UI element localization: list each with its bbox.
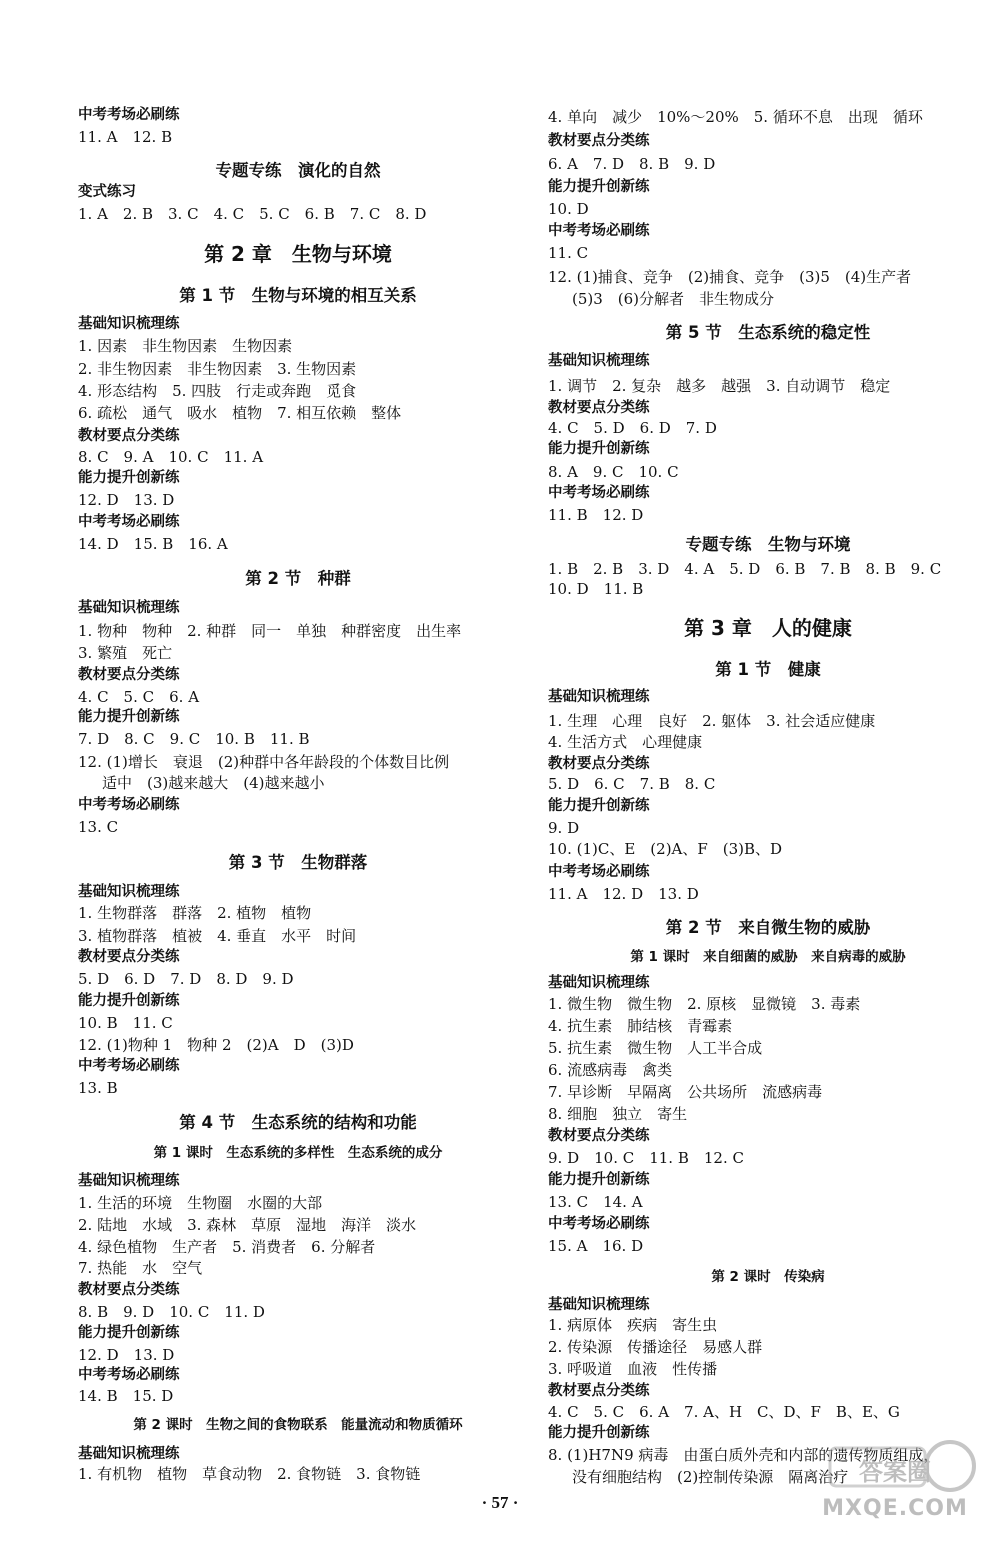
answer-line: 1. 因素 非生物因素 生物因素 (78, 337, 293, 355)
answer-line-continued: 适中 (3)越来越大 (4)越来越小 (102, 774, 325, 792)
answer-line: 13. C 14. A (548, 1193, 643, 1211)
answer-line: 1. 调节 2. 复杂 越多 越强 3. 自动调节 稳定 (548, 377, 891, 395)
exercise-category-label: 中考考场必刷练 (548, 864, 650, 880)
answer-line: 4. 生活方式 心理健康 (548, 733, 703, 751)
exercise-category-label: 教材要点分类练 (548, 400, 650, 416)
answer-line: 2. 传染源 传播途径 易感人群 (548, 1338, 763, 1356)
exercise-category-label: 教材要点分类练 (548, 1383, 650, 1399)
answer-line: 14. B 15. D (78, 1387, 174, 1405)
answer-line: 12. (1)捕食、竞争 (2)捕食、竞争 (3)5 (4)生产者 (548, 268, 912, 286)
answer-line-continued: (5)3 (6)分解者 非生物成分 (572, 290, 775, 308)
exercise-category-label: 中考考场必刷练 (78, 1058, 180, 1074)
answer-line: 1. 物种 物种 2. 种群 同一 单独 种群密度 出生率 (78, 622, 462, 640)
answer-line: 11. A 12. B (78, 128, 173, 146)
lesson-heading: 第 1 课时 来自细菌的威胁 来自病毒的威胁 (630, 949, 906, 965)
exercise-category-label: 教材要点分类练 (78, 949, 180, 965)
answer-line: 3. 呼吸道 血液 性传播 (548, 1360, 718, 1378)
answer-line: 4. 绿色植物 生产者 5. 消费者 6. 分解者 (78, 1238, 376, 1256)
answer-line-continued: 没有细胞结构 (2)控制传染源 隔离治疗 (572, 1468, 849, 1486)
answer-line: 12. D 13. D (78, 491, 175, 509)
watermark-logo (800, 1434, 990, 1534)
answer-line: 1. 病原体 疾病 寄生虫 (548, 1316, 718, 1334)
exercise-category-label: 基础知识梳理练 (548, 353, 650, 369)
exercise-category-label: 基础知识梳理练 (78, 1173, 180, 1189)
answer-line: 7. 热能 水 空气 (78, 1259, 203, 1277)
answer-line: 3. 植物群落 植被 4. 垂直 水平 时间 (78, 927, 357, 945)
answer-line: 9. D 10. C 11. B 12. C (548, 1149, 744, 1167)
answer-line: 5. D 6. D 7. D 8. D 9. D (78, 970, 294, 988)
answer-line: 1. 生理 心理 良好 2. 躯体 3. 社会适应健康 (548, 712, 876, 730)
answer-line: 4. 单向 减少 10%～20% 5. 循环不息 出现 循环 (548, 108, 923, 126)
exercise-category-label: 能力提升创新练 (548, 441, 650, 457)
answer-line: 10. (1)C、E (2)A、F (3)B、D (548, 840, 783, 858)
section-heading: 第 2 节 来自微生物的威胁 (665, 918, 871, 937)
answer-line: 10. B 11. C (78, 1014, 173, 1032)
exercise-category-label: 教材要点分类练 (78, 1282, 180, 1298)
answer-line: 3. 繁殖 死亡 (78, 644, 173, 662)
answer-line: 4. C 5. D 6. D 7. D (548, 419, 717, 437)
answer-line: 11. C (548, 244, 589, 262)
answer-line: 14. D 15. B 16. A (78, 535, 228, 553)
answer-line: 1. 生活的环境 生物圈 水圈的大部 (78, 1194, 323, 1212)
answer-line: 4. 形态结构 5. 四肢 行走或奔跑 觅食 (78, 382, 357, 400)
section-heading: 专题专练 生物与环境 (685, 535, 851, 554)
answer-line: 5. 抗生素 微生物 人工半合成 (548, 1039, 763, 1057)
chapter-heading: 第 3 章 人的健康 (684, 616, 852, 640)
section-heading: 第 4 节 生态系统的结构和功能 (179, 1113, 417, 1132)
exercise-category-label: 基础知识梳理练 (78, 600, 180, 616)
exercise-category-label: 能力提升创新练 (78, 709, 180, 725)
answer-line: 15. A 16. D (548, 1237, 644, 1255)
lesson-heading: 第 2 课时 生物之间的食物联系 能量流动和物质循环 (133, 1417, 463, 1433)
exercise-category-label: 基础知识梳理练 (548, 1297, 650, 1313)
answer-line: 13. B (78, 1079, 118, 1097)
exercise-category-label: 能力提升创新练 (548, 798, 650, 814)
answer-line: 7. D 8. C 9. C 10. B 11. B (78, 730, 310, 748)
answer-line: 1. 微生物 微生物 2. 原核 显微镜 3. 毒素 (548, 995, 861, 1013)
exercise-category-label: 中考考场必刷练 (78, 514, 180, 530)
exercise-category-label: 教材要点分类练 (78, 428, 180, 444)
exercise-category-label: 能力提升创新练 (78, 470, 180, 486)
answer-line: 11. A 12. D 13. D (548, 885, 699, 903)
section-heading: 第 1 节 健康 (715, 660, 821, 679)
exercise-category-label: 教材要点分类练 (78, 667, 180, 683)
exercise-category-label: 教材要点分类练 (548, 133, 650, 149)
answer-line: 5. D 6. C 7. B 8. C (548, 775, 716, 793)
exercise-category-label: 中考考场必刷练 (78, 107, 180, 123)
exercise-category-label: 中考考场必刷练 (548, 223, 650, 239)
exercise-category-label: 教材要点分类练 (548, 756, 650, 772)
answer-line: 9. D (548, 819, 580, 837)
answer-line: 10. D 11. B (548, 580, 644, 598)
answer-line: 1. A 2. B 3. C 4. C 5. C 6. B 7. C 8. D (78, 205, 427, 223)
answer-line: 1. B 2. B 3. D 4. A 5. D 6. B 7. B 8. B 9. C (548, 560, 942, 578)
watermark-title: 答案圈 (859, 1458, 931, 1486)
exercise-category-label: 基础知识梳理练 (78, 884, 180, 900)
section-heading: 第 1 节 生物与环境的相互关系 (179, 286, 417, 305)
section-heading: 专题专练 演化的自然 (215, 161, 381, 180)
exercise-category-label: 基础知识梳理练 (548, 975, 650, 991)
answer-line: 4. C 5. C 6. A 7. A、H C、D、F B、E、G (548, 1403, 900, 1421)
answer-line: 2. 陆地 水域 3. 森林 草原 湿地 海洋 淡水 (78, 1216, 417, 1234)
answer-line: 2. 非生物因素 非生物因素 3. 生物因素 (78, 360, 357, 378)
answer-line: 11. B 12. D (548, 506, 644, 524)
section-heading: 第 2 节 种群 (245, 569, 351, 588)
answer-line: 12. (1)物种 1 物种 2 (2)A D (3)D (78, 1036, 354, 1054)
answer-line: 12. (1)增长 衰退 (2)种群中各年龄段的个体数目比例 (78, 753, 450, 771)
answer-line: 10. D (548, 200, 589, 218)
answer-line: 8. 细胞 独立 寄生 (548, 1105, 688, 1123)
exercise-category-label: 变式练习 (78, 184, 136, 200)
answer-line: 4. C 5. C 6. A (78, 688, 200, 706)
chapter-heading: 第 2 章 生物与环境 (204, 242, 392, 266)
lesson-heading: 第 1 课时 生态系统的多样性 生态系统的成分 (153, 1145, 443, 1161)
section-heading: 第 5 节 生态系统的稳定性 (665, 323, 871, 342)
section-heading: 第 3 节 生物群落 (228, 853, 368, 872)
exercise-category-label: 教材要点分类练 (548, 1128, 650, 1144)
exercise-category-label: 中考考场必刷练 (78, 1367, 180, 1383)
answer-line: 6. 流感病毒 禽类 (548, 1061, 673, 1079)
exercise-category-label: 基础知识梳理练 (78, 316, 180, 332)
exercise-category-label: 中考考场必刷练 (548, 1216, 650, 1232)
answer-line: 8. (1)H7N9 病毒 由蛋白质外壳和内部的遗传物质组成， (548, 1446, 939, 1464)
answer-line: 6. A 7. D 8. B 9. D (548, 155, 716, 173)
answer-line: 13. C (78, 818, 119, 836)
exercise-category-label: 能力提升创新练 (78, 1325, 180, 1341)
answer-line: 6. 疏松 通气 吸水 植物 7. 相互依赖 整体 (78, 404, 402, 422)
exercise-category-label: 能力提升创新练 (78, 993, 180, 1009)
exercise-category-label: 基础知识梳理练 (78, 1446, 180, 1462)
answer-line: 8. A 9. C 10. C (548, 463, 679, 481)
exercise-category-label: 能力提升创新练 (548, 1172, 650, 1188)
answer-line: 4. 抗生素 肺结核 青霉素 (548, 1017, 733, 1035)
exercise-category-label: 中考考场必刷练 (78, 797, 180, 813)
answer-line: 7. 早诊断 早隔离 公共场所 流感病毒 (548, 1083, 823, 1101)
answer-line: 12. D 13. D (78, 1346, 175, 1364)
page-number: · 57 · (481, 1493, 519, 1512)
answer-line: 1. 生物群落 群落 2. 植物 植物 (78, 904, 312, 922)
exercise-category-label: 基础知识梳理练 (548, 689, 650, 705)
answer-line: 8. B 9. D 10. C 11. D (78, 1303, 265, 1321)
watermark-url: MXQE.COM (822, 1496, 968, 1521)
exercise-category-label: 能力提升创新练 (548, 1425, 650, 1441)
exercise-category-label: 中考考场必刷练 (548, 485, 650, 501)
answer-line: 1. 有机物 植物 草食动物 2. 食物链 3. 食物链 (78, 1465, 421, 1483)
lesson-heading: 第 2 课时 传染病 (711, 1269, 825, 1285)
answer-line: 8. C 9. A 10. C 11. A (78, 448, 264, 466)
exercise-category-label: 能力提升创新练 (548, 179, 650, 195)
